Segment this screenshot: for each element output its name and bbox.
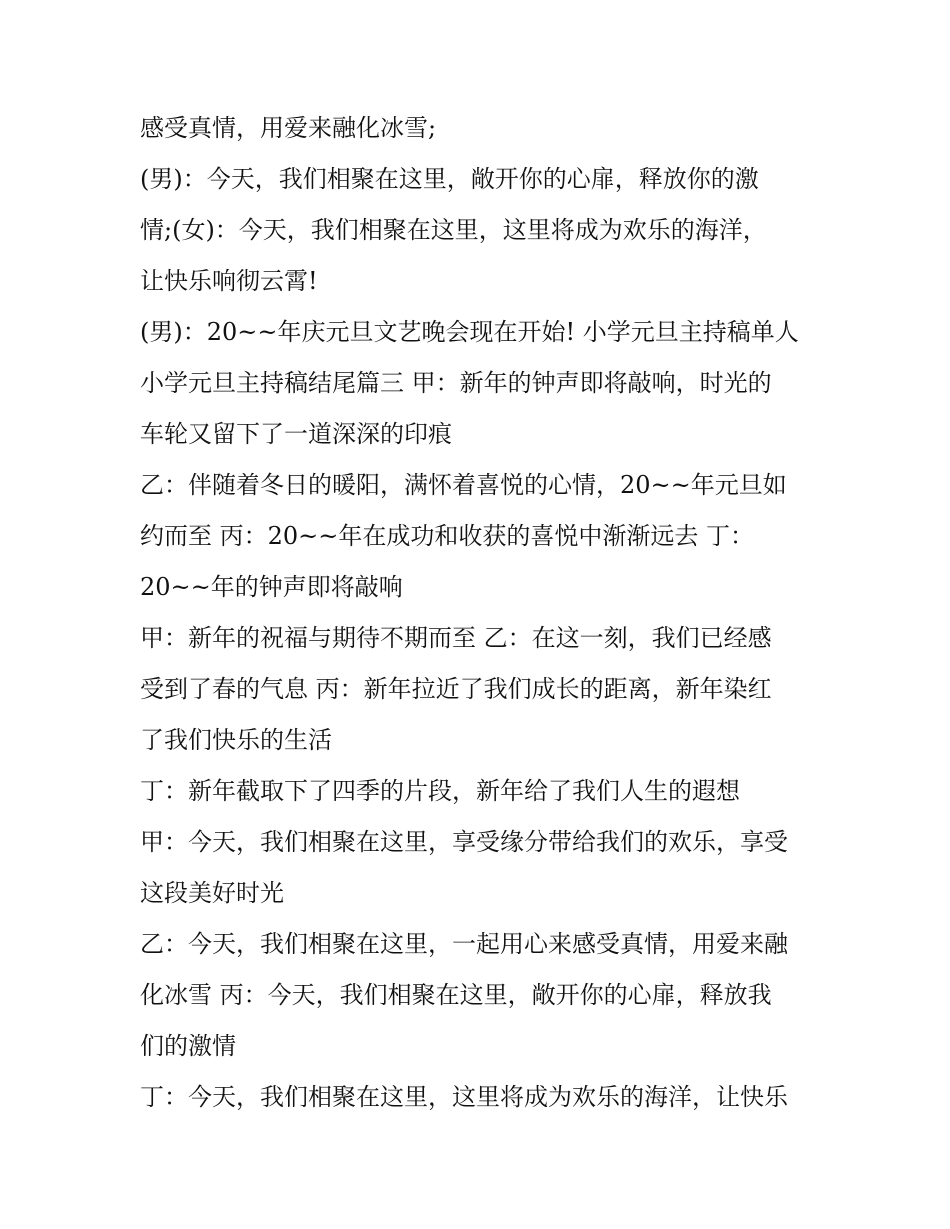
text-line: 丁：新年截取下了四季的片段，新年给了我们人生的遐想 <box>140 777 740 805</box>
text-line: 感受真情，用爱来融化冰雪; <box>140 114 437 142</box>
text-line: 让快乐响彻云霄! <box>140 267 318 295</box>
text-line: 了我们快乐的生活 <box>140 726 332 754</box>
text-line: 情;(女)：今天，我们相聚在这里，这里将成为欢乐的海洋， <box>140 216 767 244</box>
text-line: 甲：今天，我们相聚在这里，享受缘分带给我们的欢乐，享受 <box>140 828 788 856</box>
text-line: 丁：今天，我们相聚在这里，这里将成为欢乐的海洋，让快乐 <box>140 1083 788 1111</box>
text-line: 受到了春的气息 丙：新年拉近了我们成长的距离，新年染红 <box>140 675 772 703</box>
text-line: (男)：今天，我们相聚在这里，敞开你的心扉，释放你的激 <box>140 165 759 193</box>
text-line: 这段美好时光 <box>140 879 284 907</box>
text-line: 乙：伴随着冬日的暖阳，满怀着喜悦的心情，20~~年元旦如 <box>140 471 787 499</box>
text-line: 化冰雪 丙：今天，我们相聚在这里，敞开你的心扉，释放我 <box>140 981 772 1009</box>
text-line: 约而至 丙：20~~年在成功和收获的喜悦中渐渐远去 丁： <box>140 522 755 550</box>
text-line: 乙：今天，我们相聚在这里，一起用心来感受真情，用爱来融 <box>140 930 788 958</box>
text-line: 甲：新年的祝福与期待不期而至 乙：在这一刻，我们已经感 <box>140 624 772 652</box>
text-line: 车轮又留下了一道深深的印痕 <box>140 420 452 448</box>
text-line: 20~~年的钟声即将敲响 <box>140 573 403 601</box>
text-line: 们的激情 <box>140 1032 236 1060</box>
text-line: (男)：20~~年庆元旦文艺晚会现在开始! 小学元旦主持稿单人 <box>140 318 799 346</box>
text-line: 小学元旦主持稿结尾篇三 甲：新年的钟声即将敲响，时光的 <box>140 369 772 397</box>
